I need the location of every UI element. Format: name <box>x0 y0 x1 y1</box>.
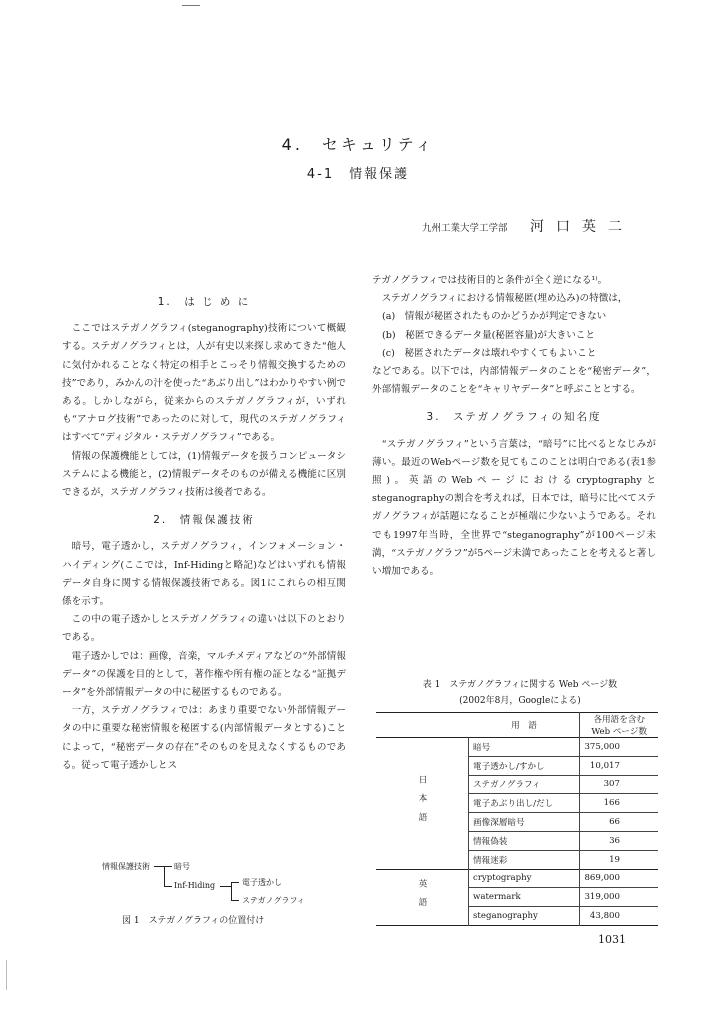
paragraph: “ステガノグラフィ”という言葉は，“暗号”に比べるとなじみが薄い。最近のWebページ数を見てもこのことは明白である(表1参照)。英語のWebページにおけるcryptographyとsteganographyの割合を考えれば，日本では，暗号に比べてステガノグラフィが話題になることが極端に少ないようである。それでも1997年当時，全世界で“steganography”が100ページ未満，“ステガノグラフ”が5ページ未満であったことを考えると著しい増加である。 <box>372 438 656 578</box>
figure-caption: 図 1 ステガノグラフィの位置付け <box>122 916 265 926</box>
table-cell-count: 869,000 <box>580 869 658 888</box>
table-row <box>376 738 658 757</box>
table-cell-count: 166 <box>580 794 658 813</box>
figure-connector <box>220 886 231 887</box>
list-item: (c) 秘匿されたデータは壊れやすくてもよいこと <box>382 347 597 359</box>
section-title: 4. セキュリティ <box>281 135 435 154</box>
list-item: (a) 情報が秘匿されたものかどうかが判定できない <box>382 311 607 323</box>
table-cell-count: 66 <box>580 813 658 832</box>
paragraph: 一方，ステガノグラフィでは：あまり重要でない外部情報データの中に重要な秘密情報を秘匿する(内部情報データとする)ことによって，“秘密データの存在”そのものを見えなくするものである。従って電子透かしとス <box>62 705 346 771</box>
page-number: 1031 <box>598 933 626 946</box>
figure-root-label: 情報保護技術 <box>102 862 150 871</box>
figure-node-watermark: 電子透かし <box>242 878 282 887</box>
figure-1 <box>102 860 322 906</box>
figure-connector <box>231 900 239 901</box>
table-header-blank <box>376 713 469 738</box>
table-cell-count: 43,800 <box>580 907 658 926</box>
figure-node-steganography: ステガノグラフィ <box>242 896 305 905</box>
table-cell-term: ステガノグラフィ <box>473 780 541 791</box>
figure-connector <box>231 882 232 900</box>
left-column <box>62 284 346 775</box>
figure-connector <box>164 866 165 887</box>
table-header-row <box>376 713 658 738</box>
paragraph: 暗号，電子透かし，ステガノグラフィ，インフォメーション・ハイディング(ここでは，Inf-Hidingと略記)などはいずれも情報データ自身に関する情報保護技術である。図1にこれらの相互関係を示す。 <box>62 541 346 608</box>
table-cell-term: 情報迷彩 <box>473 855 508 866</box>
figure-connector <box>164 886 172 887</box>
web-pages-table <box>376 712 658 926</box>
table-cell-count: 19 <box>580 850 658 869</box>
scan-artifact <box>182 5 200 6</box>
paragraph: テガノグラフィでは技術目的と条件が全く逆になる¹⁾。 <box>372 275 608 286</box>
table-cell-term: cryptography <box>473 873 532 884</box>
table-cell-count: 375,000 <box>580 738 658 757</box>
table-cell-term: 画像深層暗号 <box>473 818 525 829</box>
paragraph: 電子透かしでは：画像，音楽，マルチメディアなどの“外部情報データ”の保護を目的として，著作権や所有権の証となる“証拠データ”を外部情報データの中に秘匿するものである。 <box>62 650 346 699</box>
subsection-title: 4-1 情報保護 <box>306 167 410 182</box>
table-caption-note: (2002年8月，Googleによる) <box>459 696 581 706</box>
section-heading: 2. 情報保護技術 <box>153 514 255 527</box>
table-cell-term: 電子あぶり出し/だし <box>473 799 554 810</box>
paragraph: 情報の保護機能としては，(1)情報データを扱うコンピュータシステムによる機能と，(2)情報データそのものが備える機能に区別できるが，ステガノグラフィ技術は後者である。 <box>62 450 346 499</box>
section-heading: 1. は じ め に <box>157 296 251 308</box>
table-caption: 表 1 ステガノグラフィに関する Web ページ数 <box>422 680 618 690</box>
table-cell-count: 307 <box>580 775 658 794</box>
table-row <box>376 869 658 888</box>
right-column <box>372 272 656 581</box>
author-name: 河口英二 <box>530 219 634 235</box>
table-group-label: 日本語 <box>376 738 469 870</box>
figure-node-infhiding: Inf-Hiding <box>174 881 216 890</box>
scan-edge-mark <box>6 960 7 990</box>
table-cell-count: 36 <box>580 831 658 850</box>
table-cell-term: steganography <box>473 911 538 922</box>
table-header-term: 用 語 <box>511 721 537 731</box>
figure-node-crypto: 暗号 <box>174 862 190 871</box>
figure-connector <box>231 882 239 883</box>
table-group-label: 英語 <box>376 869 469 925</box>
table-cell-term: 情報偽装 <box>473 836 508 847</box>
paragraph: などである。以下では，内部情報データのことを“秘密データ”，外部情報データのことを“キャリヤデータ”と呼ぶこととする。 <box>372 366 656 396</box>
table-cell-term: watermark <box>473 892 521 903</box>
table-cell-count: 319,000 <box>580 888 658 907</box>
paragraph: ステガノグラフィにおける情報秘匿(埋め込み)の特徴は， <box>381 293 628 305</box>
paragraph: この中の電子透かしとステガノグラフィの違いは以下のとおりである。 <box>62 614 346 644</box>
paragraph: ここではステガノグラフィ(steganography)技術について概観する。ステガノグラフィとは，人が有史以来探し求めてきた“他人に気付かれることなく特定の相手とこっそり情報交換するための技”であり，みかんの汁を使った“あぶり出し”はわかりやすい例である。しかしながら，従来からのステガノグラフィが，いずれも“アナログ技術”であったのに対して，現代のステガノグラフィはすべて“ディジタル・ステガノグラフィ”である。 <box>62 323 346 444</box>
list-item: (b) 秘匿できるデータ量(秘匿容量)が大きいこと <box>382 329 595 341</box>
figure-connector <box>154 866 164 867</box>
author-affiliation: 九州工業大学工学部 <box>422 223 508 234</box>
table-cell-term: 電子透かし/すかし <box>473 761 545 772</box>
table-header-count: 各用語を含む Web ページ数 <box>580 713 658 738</box>
section-heading: 3. ステガノグラフィの知名度 <box>426 411 602 424</box>
figure-connector <box>164 866 172 867</box>
table-cell-count: 10,017 <box>580 756 658 775</box>
table-cell-term: 暗号 <box>473 742 491 753</box>
